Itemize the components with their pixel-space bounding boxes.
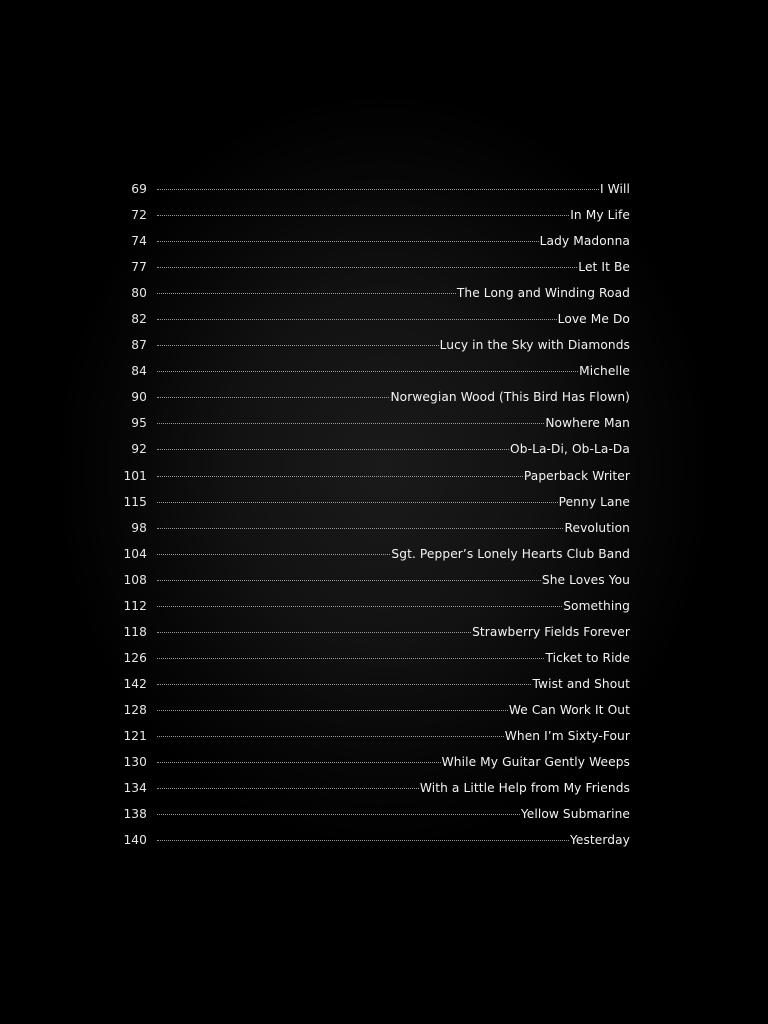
toc-dot-leader — [157, 840, 569, 841]
toc-song-title: Twist and Shout — [532, 676, 630, 691]
toc-dot-leader — [157, 684, 531, 685]
toc-dot-leader — [157, 762, 441, 763]
toc-row[interactable] — [118, 755, 630, 781]
toc-row[interactable] — [118, 807, 630, 833]
toc-row[interactable] — [118, 729, 630, 755]
toc-song-title: Something — [563, 598, 630, 613]
toc-page-number: 101 — [123, 468, 147, 483]
toc-row[interactable] — [118, 703, 630, 729]
toc-song-title: I Will — [599, 182, 630, 196]
toc-page-number: 80 — [131, 286, 147, 301]
toc-dot-leader — [157, 476, 523, 477]
toc-page-number: 118 — [123, 624, 147, 639]
toc-song-title: The Long and Winding Road — [456, 286, 630, 301]
toc-dot-leader — [157, 423, 544, 424]
toc-row[interactable] — [118, 573, 630, 599]
toc-song-title: Lucy in the Sky with Diamonds — [439, 338, 630, 353]
toc-dot-leader — [157, 267, 577, 268]
toc-dot-leader — [157, 319, 557, 320]
toc-row[interactable] — [118, 833, 630, 859]
toc-row[interactable] — [118, 599, 630, 625]
toc-page-number: 134 — [123, 781, 147, 796]
toc-page-number: 115 — [123, 494, 147, 509]
toc-row[interactable] — [118, 390, 630, 416]
toc-dot-leader — [157, 736, 504, 737]
toc-dot-leader — [157, 788, 419, 789]
toc-song-title: Lady Madonna — [539, 234, 630, 249]
toc-row[interactable] — [118, 442, 630, 468]
toc-page-number: 90 — [131, 390, 147, 405]
toc-row[interactable] — [118, 625, 630, 651]
toc-dot-leader — [157, 241, 539, 242]
toc-dot-leader — [157, 528, 563, 529]
toc-page-number: 126 — [123, 650, 147, 665]
toc-page-number: 87 — [131, 338, 147, 353]
toc-song-title: Yellow Submarine — [520, 807, 630, 822]
toc-page-number: 138 — [123, 807, 147, 822]
toc-dot-leader — [157, 371, 578, 372]
toc-song-title: With a Little Help from My Friends — [419, 781, 630, 796]
toc-song-title: Paperback Writer — [523, 468, 630, 483]
toc-page-number: 140 — [123, 833, 147, 848]
toc-page-number: 84 — [131, 364, 147, 379]
toc-song-title: Love Me Do — [557, 312, 630, 327]
toc-dot-leader — [157, 814, 520, 815]
toc-song-title: In My Life — [570, 208, 630, 223]
toc-dot-leader — [157, 449, 509, 450]
toc-dot-leader — [157, 658, 544, 659]
toc-song-title: Revolution — [564, 520, 630, 535]
toc-dot-leader — [157, 345, 439, 346]
toc-page-number: 98 — [131, 520, 147, 535]
toc-page-number: 112 — [123, 598, 147, 613]
toc-row[interactable] — [118, 286, 630, 312]
toc-page-number: 72 — [131, 208, 147, 223]
toc-song-title: Yesterday — [569, 833, 630, 848]
toc-song-title: When I’m Sixty-Four — [504, 728, 630, 743]
toc-song-title: We Can Work It Out — [508, 702, 630, 717]
toc-row[interactable] — [118, 781, 630, 807]
toc-row[interactable] — [118, 338, 630, 364]
toc-song-title: Michelle — [579, 364, 630, 379]
toc-song-title: Strawberry Fields Forever — [472, 624, 630, 639]
toc-dot-leader — [157, 502, 558, 503]
toc-row[interactable] — [118, 547, 630, 573]
toc-page-number: 104 — [123, 546, 147, 561]
toc-dot-leader — [157, 397, 389, 398]
toc-row[interactable] — [118, 416, 630, 442]
toc-page-number: 130 — [123, 755, 147, 770]
toc-row[interactable] — [118, 495, 630, 521]
toc-page-number: 74 — [131, 234, 147, 249]
toc-dot-leader — [157, 215, 569, 216]
toc-dot-leader — [157, 293, 456, 294]
toc-page-number: 142 — [123, 676, 147, 691]
toc-song-title: Ticket to Ride — [545, 650, 630, 665]
toc-dot-leader — [157, 554, 390, 555]
toc-row[interactable] — [118, 364, 630, 390]
toc-row[interactable] — [118, 651, 630, 677]
toc-page-number: 128 — [123, 702, 147, 717]
toc-row[interactable] — [118, 312, 630, 338]
toc-row[interactable] — [118, 182, 630, 208]
toc-page-number: 92 — [131, 442, 147, 457]
toc-dot-leader — [157, 580, 541, 581]
toc-dot-leader — [157, 606, 562, 607]
toc-row[interactable] — [118, 234, 630, 260]
toc-song-title: Ob-La-Di, Ob-La-Da — [510, 442, 630, 457]
toc-page-number: 121 — [123, 728, 147, 743]
toc-song-title: While My Guitar Gently Weeps — [441, 755, 630, 770]
toc-row[interactable] — [118, 260, 630, 286]
toc-row[interactable] — [118, 469, 630, 495]
toc-row[interactable] — [118, 677, 630, 703]
toc-page-number: 95 — [131, 416, 147, 431]
toc-page-number: 77 — [131, 260, 147, 275]
toc-dot-leader — [157, 189, 599, 190]
toc-song-title: She Loves You — [541, 572, 630, 587]
toc-song-title: Nowhere Man — [545, 416, 630, 431]
toc-dot-leader — [157, 710, 508, 711]
toc-song-title: Norwegian Wood (This Bird Has Flown) — [390, 390, 630, 405]
toc-song-title: Let It Be — [578, 260, 630, 275]
toc-row[interactable] — [118, 208, 630, 234]
toc-page-number: 108 — [123, 572, 147, 587]
toc-page-number: 82 — [131, 312, 147, 327]
toc-row[interactable] — [118, 521, 630, 547]
table-of-contents — [118, 182, 630, 859]
toc-dot-leader — [157, 632, 471, 633]
toc-song-title: Penny Lane — [558, 494, 630, 509]
toc-song-title: Sgt. Pepper’s Lonely Hearts Club Band — [391, 546, 630, 561]
toc-page-number: 69 — [131, 182, 147, 196]
